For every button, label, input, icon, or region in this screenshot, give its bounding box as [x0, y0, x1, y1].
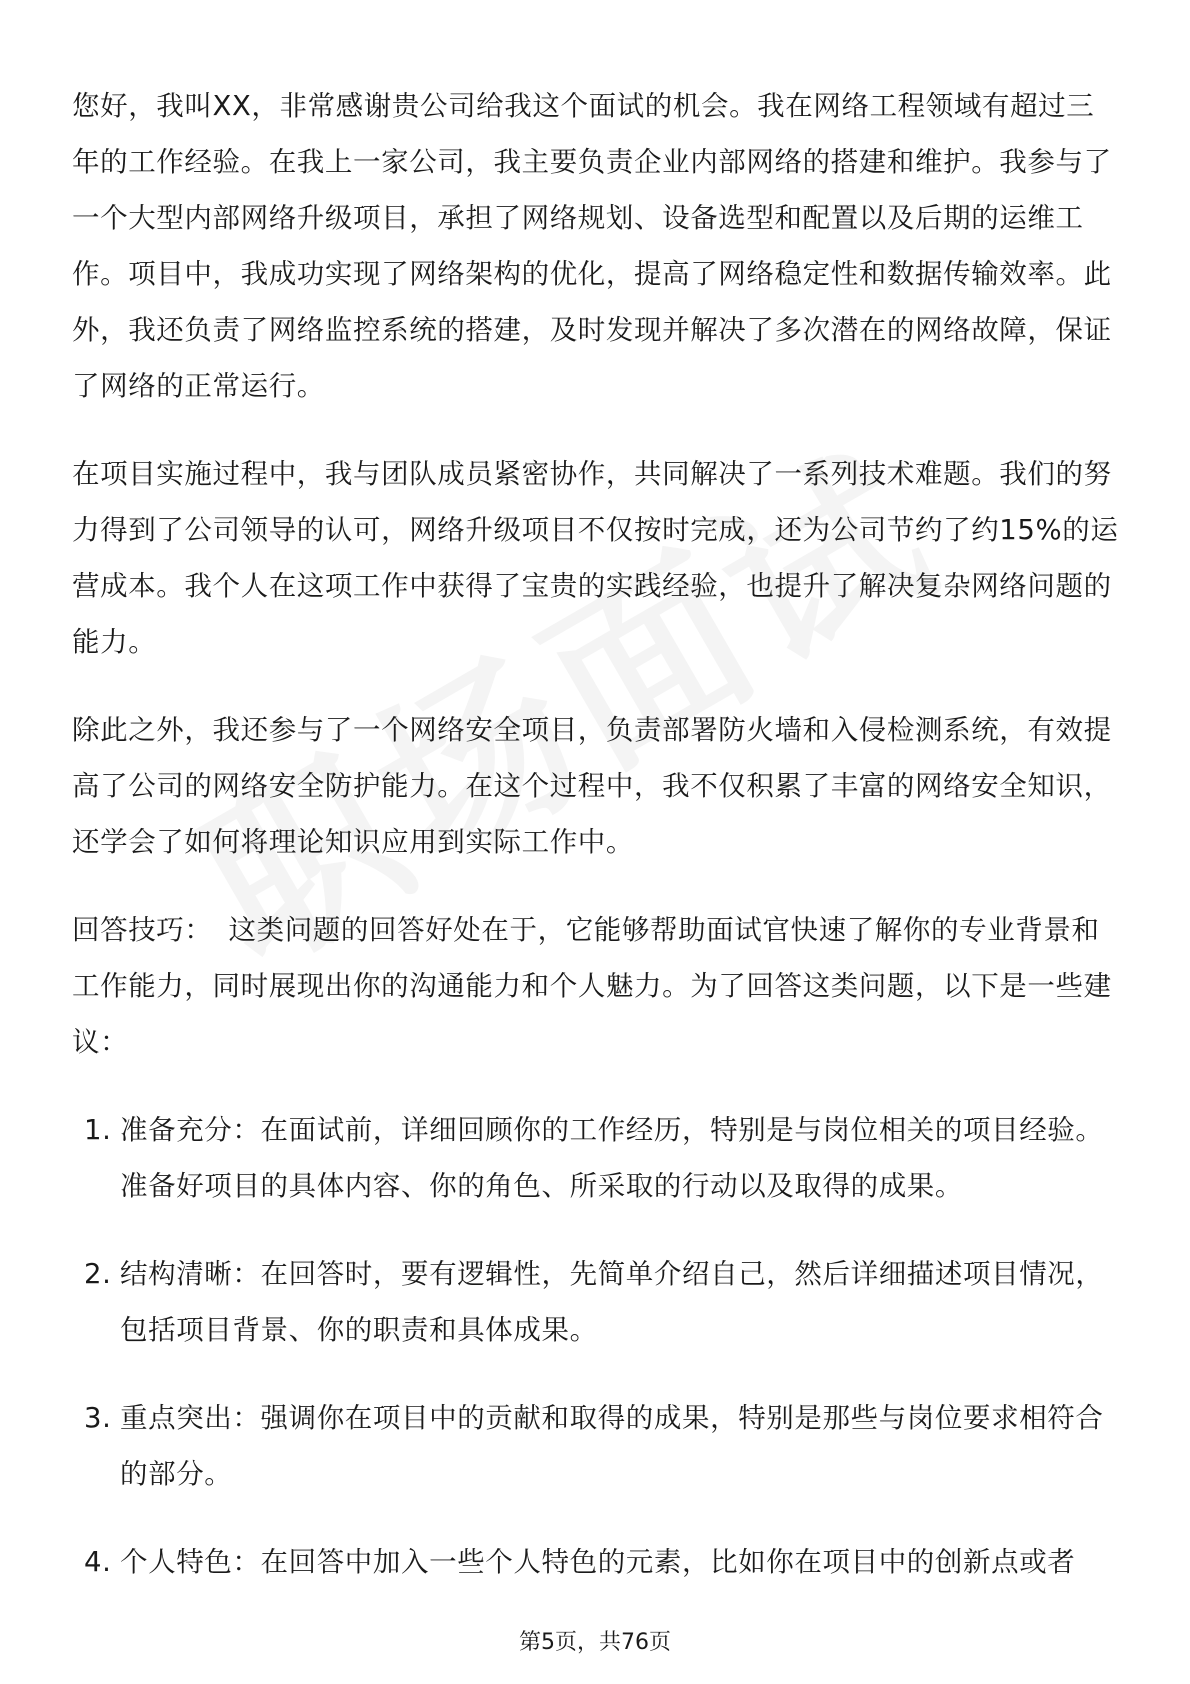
tip-item: [72, 1246, 1122, 1358]
document-body: [72, 78, 1122, 1622]
tip-number: 4.: [84, 1546, 112, 1578]
page-number: 第5页，共76页: [519, 1630, 671, 1655]
tip-item: [72, 1102, 1122, 1214]
tip-item: [72, 1390, 1122, 1502]
tip-number: 1.: [84, 1114, 112, 1146]
tip-number: 2.: [84, 1258, 112, 1290]
tip-text: 重点突出：强调你在项目中的贡献和取得的成果，特别是那些与岗位要求相符合的部分。: [120, 1402, 1104, 1490]
paragraph-security: 除此之外，我还参与了一个网络安全项目，负责部署防火墙和入侵检测系统，有效提高了公司的网络安全防护能力。在这个过程中，我不仅积累了丰富的网络安全知识，还学会了如何将理论知识应用到实际工作中。: [72, 714, 1112, 858]
tip-item: [72, 1534, 1122, 1590]
tip-number: 3.: [84, 1402, 112, 1434]
paragraph-teamwork: 在项目实施过程中，我与团队成员紧密协作，共同解决了一系列技术难题。我们的努力得到了公司领导的认可，网络升级项目不仅按时完成，还为公司节约了约15%的运营成本。我个人在这项工作中获得了宝贵的实践经验，也提升了解决复杂网络问题的能力。: [72, 458, 1119, 658]
tip-text: 结构清晰：在回答时，要有逻辑性，先简单介绍自己，然后详细描述项目情况，包括项目背景、你的职责和具体成果。: [120, 1258, 1104, 1346]
page-footer: [0, 1625, 1190, 1656]
tip-text: 个人特色：在回答中加入一些个人特色的元素，比如你在项目中的创新点或者: [120, 1546, 1076, 1578]
paragraph-intro: 您好，我叫XX，非常感谢贵公司给我这个面试的机会。我在网络工程领域有超过三年的工作经验。在我上一家公司，我主要负责企业内部网络的搭建和维护。我参与了一个大型内部网络升级项目，承担了网络规划、设备选型和配置以及后期的运维工作。项目中，我成功实现了网络架构的优化，提高了网络稳定性和数据传输效率。此外，我还负责了网络监控系统的搭建，及时发现并解决了多次潜在的网络故障，保证了网络的正常运行。: [72, 90, 1112, 402]
tips-list: [72, 1102, 1122, 1590]
tips-intro-text: 这类问题的回答好处在于，它能够帮助面试官快速了解你的专业背景和工作能力，同时展现出你的沟通能力和个人魅力。为了回答这类问题，以下是一些建议：: [72, 914, 1112, 1058]
tips-intro: [72, 902, 1122, 1070]
tip-text: 准备充分：在面试前，详细回顾你的工作经历，特别是与岗位相关的项目经验。准备好项目的具体内容、你的角色、所采取的行动以及取得的成果。: [120, 1114, 1104, 1202]
tips-label: 回答技巧：: [72, 914, 213, 946]
